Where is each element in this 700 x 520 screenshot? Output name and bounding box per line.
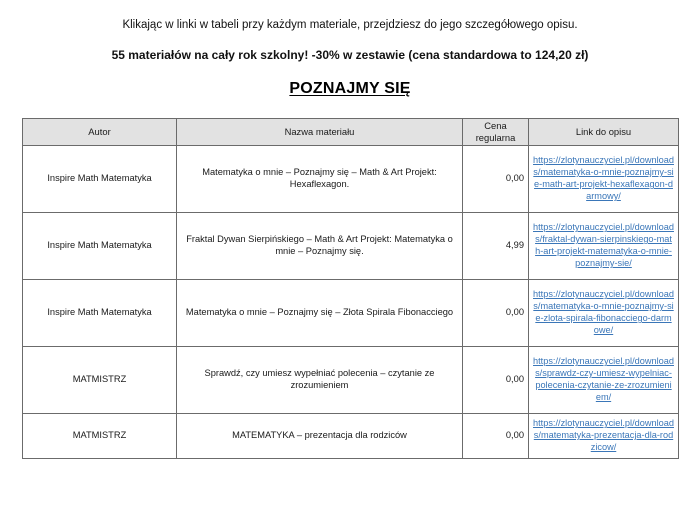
cell-price: 4,99 (463, 213, 529, 280)
cell-price: 0,00 (463, 414, 529, 459)
table-row (23, 146, 679, 213)
cell-material-name: Matematyka o mnie – Poznajmy się – Złota Spirala Fibonacciego (177, 280, 463, 347)
cell-author: MATMISTRZ (23, 414, 177, 459)
cell-author: Inspire Math Matematyka (23, 213, 177, 280)
table-row (23, 280, 679, 347)
column-header-price: Cena regularna (463, 119, 529, 146)
cell-price: 0,00 (463, 146, 529, 213)
column-header-author: Autor (23, 119, 177, 146)
cell-material-name: MATEMATYKA – prezentacja dla rodziców (177, 414, 463, 459)
material-description-link[interactable]: https://zlotynauczyciel.pl/downloads/matematyka-o-mnie-poznajmy-sie-math-art-projekt-hexaflexagon-darmowy/ (533, 155, 674, 202)
material-description-link[interactable]: https://zlotynauczyciel.pl/downloads/fraktal-dywan-sierpinskiego-math-art-projekt-matematyka-o-mnie-poznajmy-sie/ (533, 222, 674, 269)
cell-author: MATMISTRZ (23, 347, 177, 414)
materials-table-container (22, 118, 678, 459)
table-header (23, 119, 679, 146)
cell-material-name: Sprawdź, czy umiesz wypełniać polecenia – czytanie ze zrozumieniem (177, 347, 463, 414)
intro-paragraph-2: 55 materiałów na cały rok szkolny! -30% w zestawie (cena standardowa to 124,20 zł) (111, 47, 589, 62)
table-row (23, 414, 679, 459)
cell-link (529, 347, 679, 414)
cell-price: 0,00 (463, 280, 529, 347)
column-header-name: Nazwa materiału (177, 119, 463, 146)
cell-link (529, 213, 679, 280)
table-row (23, 347, 679, 414)
cell-author: Inspire Math Matematyka (23, 146, 177, 213)
material-description-link[interactable]: https://zlotynauczyciel.pl/downloads/matematyka-o-mnie-poznajmy-sie-zlota-spirala-fibonacciego-darmowe/ (533, 289, 674, 336)
material-description-link[interactable]: https://zlotynauczyciel.pl/downloads/sprawdz-czy-umiesz-wypelniac-polecenia-czytanie-ze-zrozumieniem/ (533, 356, 674, 403)
page-title-text: POZNAJMY SIĘ (289, 80, 411, 98)
cell-price: 0,00 (463, 347, 529, 414)
cell-link (529, 280, 679, 347)
page-title (0, 62, 700, 98)
cell-link (529, 146, 679, 213)
table-body (23, 146, 679, 459)
cell-author: Inspire Math Matematyka (23, 280, 177, 347)
intro-paragraph-1: Klikając w linki w tabeli przy każdym materiale, przejdziesz do jego szczegółowego opisu. (122, 19, 578, 31)
table-header-row (23, 119, 679, 146)
column-header-link: Link do opisu (529, 119, 679, 146)
material-description-link[interactable]: https://zlotynauczyciel.pl/downloads/matematyka-prezentacja-dla-rodzicow/ (533, 418, 674, 453)
table-row (23, 213, 679, 280)
cell-material-name: Matematyka o mnie – Poznajmy się – Math & Art Projekt: Hexaflexagon. (177, 146, 463, 213)
cell-material-name: Fraktal Dywan Sierpińskiego – Math & Art Projekt: Matematyka o mnie – Poznajmy się. (177, 213, 463, 280)
materials-table (22, 118, 679, 459)
cell-link (529, 414, 679, 459)
